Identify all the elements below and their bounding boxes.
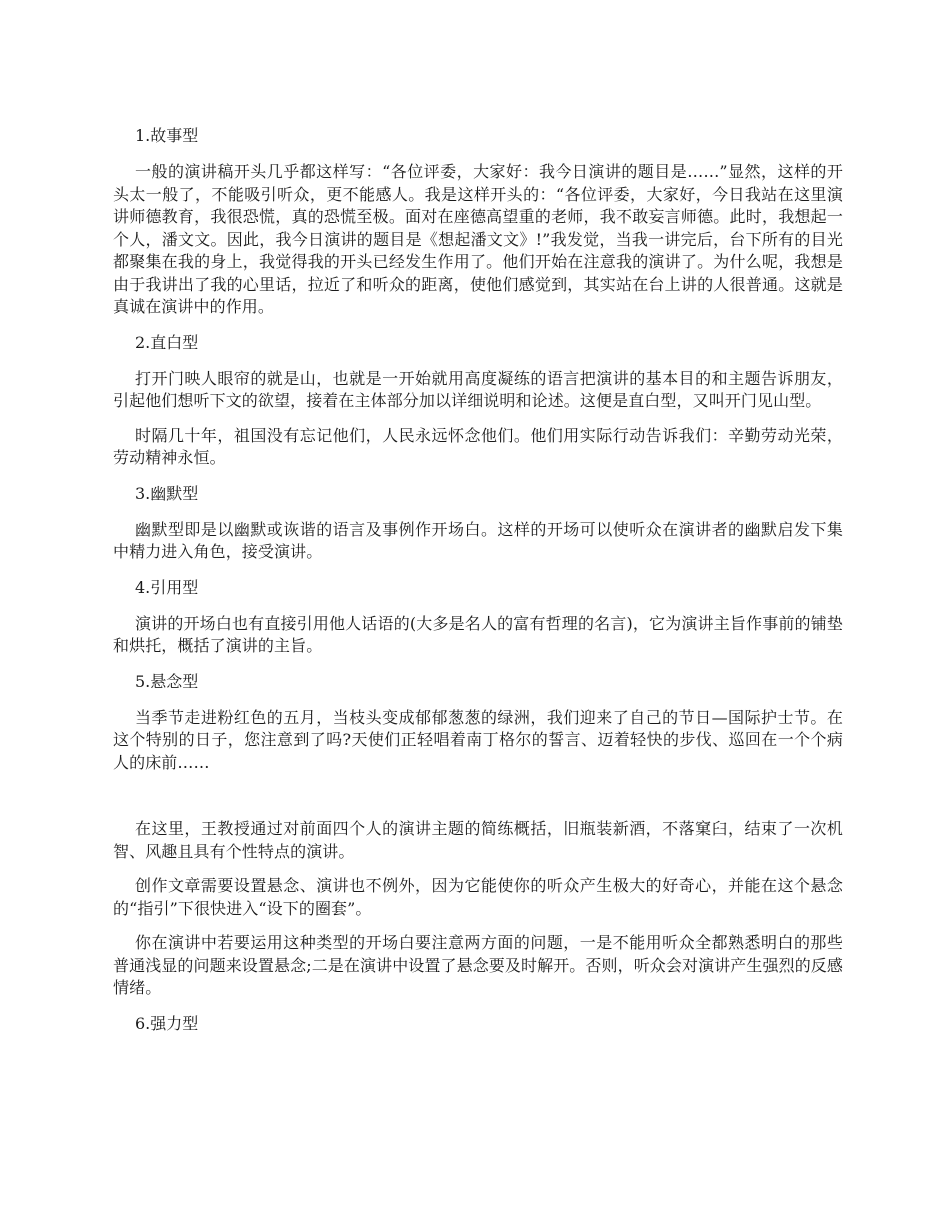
section-heading-strong: 6.强力型: [135, 1013, 199, 1033]
paragraph-quote: 演讲的开场白也有直接引用他人话语的(大多是名人的富有哲理的名言)，它为演讲主旨作事前的铺垫和烘托，概括了演讲的主旨。: [113, 613, 843, 655]
blank-gap: [113, 786, 843, 818]
paragraph-suspense-4: 你在演讲中若要运用这种类型的开场白要注意两方面的问题，一是不能用听众全都熟悉明白的那些普通浅显的问题来设置悬念;二是在演讲中设置了悬念要及时解开。否则，听众会对演讲产生强烈的反感情绪。: [113, 933, 843, 997]
paragraph-direct-1: 打开门映人眼帘的就是山，也就是一开始就用高度凝练的语言把演讲的基本目的和主题告诉朋友，引起他们想听下文的欲望，接着在主体部分加以详细说明和论述。这便是直白型，又叫开门见山型。: [113, 368, 843, 410]
section-heading-humor: 3.幽默型: [135, 483, 199, 503]
document-body: [113, 124, 843, 1049]
section-heading-direct: 2.直白型: [135, 332, 199, 352]
section-heading-quote: 4.引用型: [135, 577, 199, 597]
paragraph-story: 一般的演讲稿开头几乎都这样写：“各位评委，大家好：我今日演讲的题目是……”显然，这样的开头太一般了，不能吸引听众，更不能感人。我是这样开头的：“各位评委，大家好，今日我站在这里演讲师德教育，我很恐慌，真的恐慌至极。面对在座德高望重的老师，我不敢妄言师德。此时，我想起一个人，潘文文。因此，我今日演讲的题目是《想起潘文文》!”我发觉，当我一讲完后，台下所有的目光都聚集在我的身上，我觉得我的开头已经发生作用了。他们开始在注意我的演讲了。为什么呢，我想是由于我讲出了我的心里话，拉近了和听众的距离，使他们感觉到，其实站在台上讲的人很普通。这就是真诚在演讲中的作用。: [113, 162, 843, 316]
paragraph-suspense-3: 创作文章需要设置悬念、演讲也不例外，因为它能使你的听众产生极大的好奇心，并能在这个悬念的“指引”下很快进入“设下的圈套”。: [113, 876, 843, 918]
paragraph-direct-2: 时隔几十年，祖国没有忘记他们，人民永远怀念他们。他们用实际行动告诉我们：辛勤劳动光荣，劳动精神永恒。: [113, 425, 843, 467]
paragraph-humor: 幽默型即是以幽默或诙谐的语言及事例作开场白。这样的开场可以使听众在演讲者的幽默启发下集中精力进入角色，接受演讲。: [113, 519, 843, 561]
paragraph-suspense-2: 在这里，王教授通过对前面四个人的演讲主题的简练概括，旧瓶装新酒，不落窠臼，结束了一次机智、风趣且具有个性特点的演讲。: [113, 819, 843, 861]
paragraph-suspense-1: 当季节走进粉红色的五月，当枝头变成郁郁葱葱的绿洲，我们迎来了自己的节日—国际护士节。在这个特别的日子，您注意到了吗?天使们正轻唱着南丁格尔的誓言、迈着轻快的步伐、巡回在一个个病人的床前……: [113, 707, 843, 772]
section-heading-story: 1.故事型: [135, 126, 199, 145]
section-heading-suspense: 5.悬念型: [135, 671, 199, 691]
